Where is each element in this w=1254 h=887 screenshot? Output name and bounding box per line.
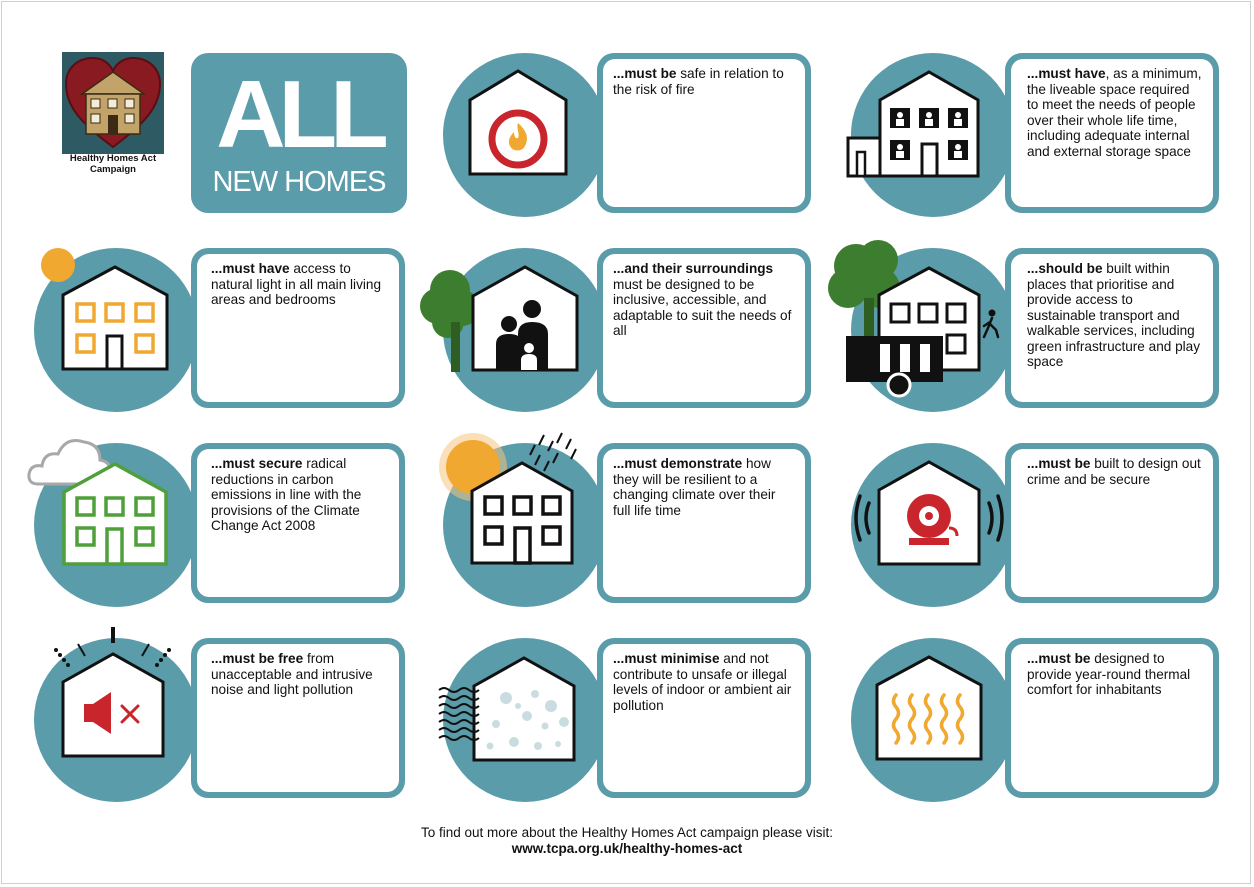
space-house-icon: [843, 68, 988, 183]
family-house-icon: [418, 262, 588, 377]
card-text: access to natural light in all main living areas and bedrooms: [211, 261, 382, 307]
alarm-bell-icon: [851, 458, 1011, 573]
card-text: radical reductions in carbon emissions in line with the provisions of the Climate Change Act 2008: [211, 456, 362, 533]
footer-text: To find out more about the Healthy Homes Act campaign please visit:: [421, 825, 833, 840]
card-text: from unacceptable and intrusive noise and light pollution: [211, 651, 373, 697]
card-lead: ...must have: [211, 261, 290, 276]
healthy-homes-logo: [62, 52, 164, 154]
card-sustainable-transport: [1005, 248, 1219, 408]
card-climate-resilience: [597, 443, 811, 603]
card-text: safe in relation to the risk of fire: [613, 66, 784, 97]
card-fire-safety: [597, 53, 811, 213]
card-text: , as a minimum, the liveable space required to meet the needs of people over their whole life time, including adequate internal and external storage space: [1027, 66, 1202, 159]
card-text: designed to provide year-round thermal comfort for inhabitants: [1027, 651, 1191, 697]
heat-waves-icon: [864, 653, 994, 768]
natural-light-icon: [36, 247, 176, 377]
card-text: built within places that prioritise and provide access to sustainable transport and walkable services, including green infrastructure and play space: [1027, 261, 1201, 369]
card-living-space: [1005, 53, 1219, 213]
climate-house-icon: [440, 425, 590, 570]
card-text: and not contribute to unsafe or illegal levels of indoor or ambient air pollution: [613, 651, 792, 713]
card-natural-light: [191, 248, 405, 408]
card-lead: ...must be: [1027, 456, 1091, 471]
card-lead: ...must be: [613, 66, 677, 81]
card-lead: ...must minimise: [613, 651, 720, 666]
hero-subtitle: NEW HOMES: [212, 166, 386, 198]
card-inclusive: [597, 248, 811, 408]
muted-speaker-icon: [45, 624, 185, 764]
card-text: must be designed to be inclusive, accessible, and adaptable to suit the needs of all: [613, 276, 792, 338]
hero-panel: [191, 53, 407, 213]
card-lead: ...should be: [1027, 261, 1103, 276]
card-noise-light-pollution: [191, 638, 405, 798]
card-lead: ...must secure: [211, 456, 303, 471]
air-pollution-icon: [434, 654, 584, 769]
card-carbon-reduction: [191, 443, 405, 603]
card-lead: ...must have: [1027, 66, 1106, 81]
transport-house-icon: [826, 240, 1010, 405]
card-lead: ...must be: [1027, 651, 1091, 666]
hero-title: ALL: [216, 61, 382, 168]
card-lead: ...and their surroundings: [613, 261, 774, 276]
card-thermal-comfort: [1005, 638, 1219, 798]
footer-link[interactable]: www.tcpa.org.uk/healthy-homes-act: [511, 841, 743, 856]
card-air-pollution: [597, 638, 811, 798]
card-lead: ...must demonstrate: [613, 456, 743, 471]
fire-safety-icon: [463, 68, 587, 183]
card-design-out-crime: [1005, 443, 1219, 603]
green-house-cloud-icon: [26, 430, 176, 570]
card-text: built to design out crime and be secure: [1027, 456, 1201, 487]
logo-caption: Healthy Homes Act Campaign: [69, 153, 157, 175]
card-lead: ...must be free: [211, 651, 304, 666]
card-text: how they will be resilient to a changing climate over their full life time: [613, 456, 776, 518]
